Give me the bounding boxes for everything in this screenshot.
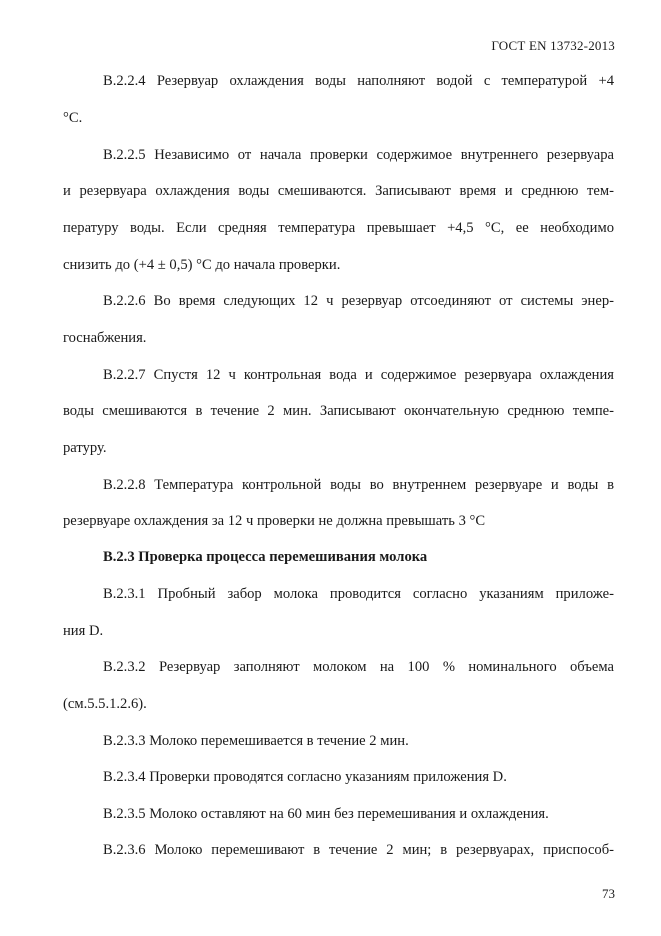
text-line: и резервуара охлаждения воды смешиваются. Записывают время и среднюю тем- bbox=[63, 183, 614, 199]
text-line: ния D. bbox=[63, 623, 104, 639]
text-line: резервуаре охлаждения за 12 ч проверки не должна превышать 3 °С bbox=[63, 513, 486, 529]
text-line: B.2.2.6 Во время следующих 12 ч резервуар отсоединяют от системы энер- bbox=[103, 293, 614, 309]
text-line: B.2.3.6 Молоко перемешивают в течение 2 мин; в резервуарах, приспособ- bbox=[103, 842, 614, 858]
text-line: B.2.3.2 Резервуар заполняют молоком на 100 % номинального объема bbox=[103, 659, 614, 675]
text-line: снизить до (+4 ± 0,5) °С до начала проверки. bbox=[63, 257, 341, 273]
section-heading: В.2.3 Проверка процесса перемешивания молока bbox=[103, 549, 428, 565]
text-line: госнабжения. bbox=[63, 330, 147, 346]
text-line: B.2.3.5 Молоко оставляют на 60 мин без перемешивания и охлаждения. bbox=[103, 806, 549, 822]
text-line: B.2.2.4 Резервуар охлаждения воды наполняют водой с температурой +4 bbox=[103, 73, 614, 89]
document-header: ГОСТ EN 13732-2013 bbox=[491, 38, 615, 53]
text-line: пературу воды. Если средняя температура превышает +4,5 °С, ее необходимо bbox=[63, 220, 614, 236]
text-line: B.2.3.3 Молоко перемешивается в течение 2 мин. bbox=[103, 733, 409, 749]
text-line: ратуру. bbox=[63, 440, 107, 456]
text-line: B.2.3.4 Проверки проводятся согласно указаниям приложения D. bbox=[103, 769, 507, 785]
text-line: B.2.2.5 Независимо от начала проверки содержимое внутреннего резервуара bbox=[103, 147, 614, 163]
text-line: воды смешиваются в течение 2 мин. Записывают окончательную среднюю темпе- bbox=[63, 403, 614, 419]
text-line: (см.5.5.1.2.6). bbox=[63, 696, 147, 712]
text-line: °С. bbox=[63, 110, 83, 126]
text-line: B.2.2.8 Температура контрольной воды во внутреннем резервуаре и воды в bbox=[103, 477, 614, 493]
text-line: B.2.3.1 Пробный забор молока проводится согласно указаниям приложе- bbox=[103, 586, 614, 602]
text-line: B.2.2.7 Спустя 12 ч контрольная вода и содержимое резервуара охлаждения bbox=[103, 367, 614, 383]
page-number: 73 bbox=[602, 886, 615, 901]
